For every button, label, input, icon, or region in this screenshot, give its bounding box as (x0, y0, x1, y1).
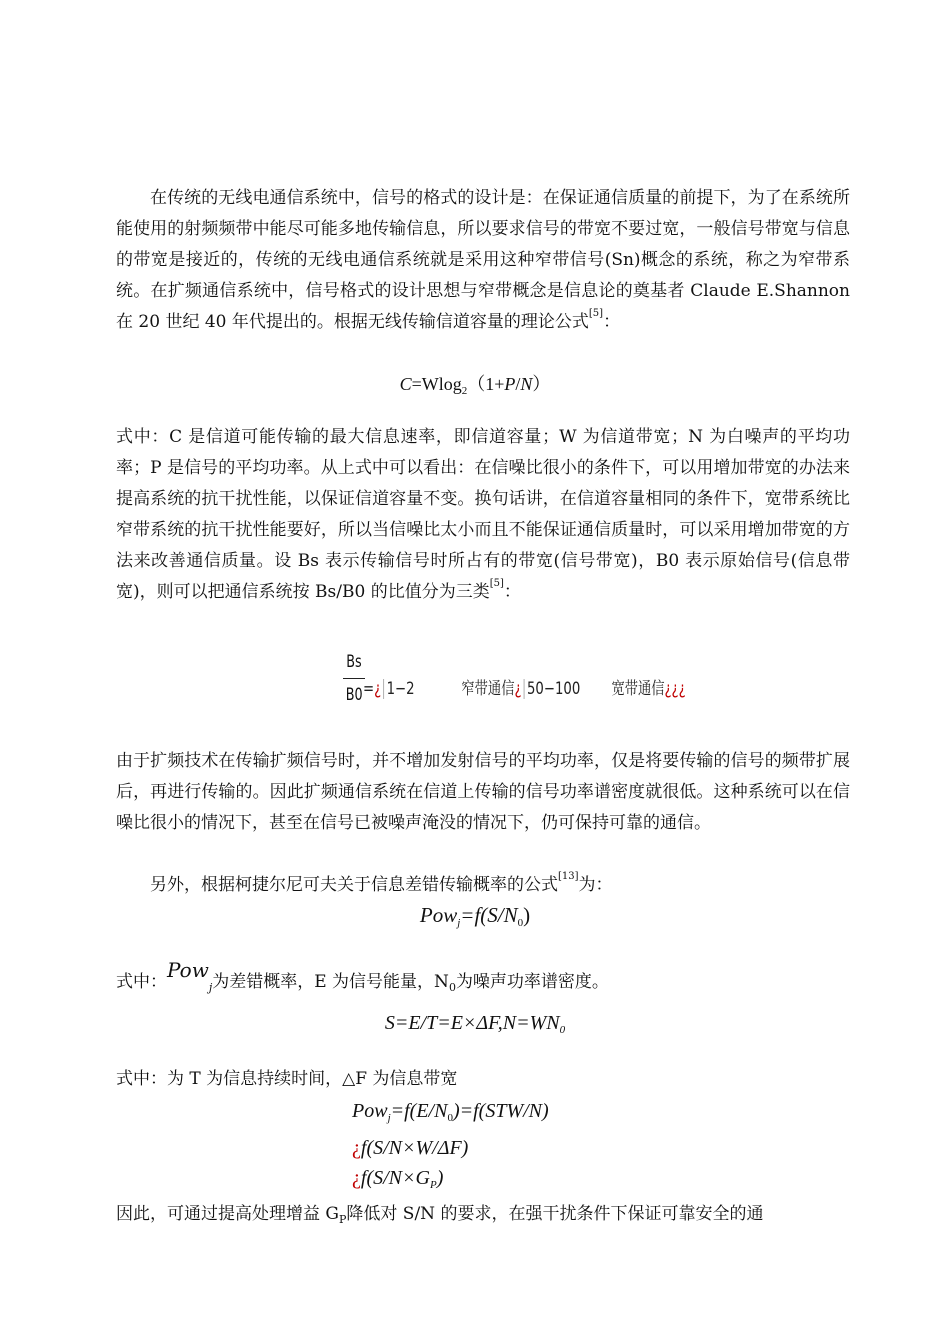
eq-subscript: j (387, 1112, 391, 1124)
eq-term: f(S/N×G (360, 1167, 430, 1189)
paragraph-tail: 为噪声功率谱密度。 (455, 972, 609, 992)
paragraph-tail: ： (603, 312, 621, 332)
paragraph-text: 在传统的无线电通信系统中，信号的格式的设计是：在保证通信质量的前提下，为了在系统所能使用的射频频带中能尽可能多地传输信息，所以要求信号的带宽不要过宽，一般信号带宽与信息的带宽是接近的，传统的无线电通信系统就是采用这种窄带信号(Sn)概念的系统，称之为窄带系统。在扩频通信系统中，信号格式的设计思想与窄带概念是信息论的奠基者 Claude E.Shannon 在 20 世纪 40 年代提出的。根据无线传输信道容量的理论公式 (116, 188, 850, 332)
derivation-line-3 (352, 1163, 549, 1200)
label-wideband: 宽带通信 (611, 679, 665, 699)
paragraph-text: 另外，根据柯捷尔尼可夫关于信息差错传输概率的公式 (150, 875, 558, 895)
eq-subscript: 0 (517, 917, 524, 929)
inline-subscript: 0 (448, 981, 456, 994)
unrendered-glyph: ¿¿¿ (664, 679, 686, 699)
paragraph-tail: ： (503, 582, 521, 602)
paragraph-variable-definitions (116, 958, 850, 1003)
eq-term: Pow (419, 903, 458, 927)
citation-ref: [13] (558, 871, 579, 882)
unrendered-glyph: ¿ (374, 679, 382, 699)
eq-term: ） (532, 374, 551, 394)
fraction-numerator: Bs (346, 652, 362, 672)
range-narrowband: 1−2 (386, 679, 415, 699)
range-wideband: 50−100 (526, 679, 581, 699)
paragraph-capacity-explanation (116, 422, 850, 608)
eq-term: =f(E/N (390, 1100, 448, 1122)
citation-ref: [5] (489, 578, 504, 589)
paragraph-text: 式中：C 是信道可能传输的最大信息速率，即信道容量；W 为信道带宽；N 为白噪声的平均功率；P 是信号的平均功率。从上式中可以看出：在信噪比很小的条件下，可以用增加带宽的办法来提高系统的抗干扰性能，以保证信道容量不变。换句话讲，在信道容量相同的条件下，宽带系统比窄带系统的抗干扰性能要好，所以当信噪比太小而且不能保证通信质量时，可以采用增加带宽的方法来改善通信质量。设 Bs 表示传输信号时所占有的带宽(信号带宽)，B0 表示原始信号(信息带宽)，则可以把通信系统按 Bs/B0 的比值分为三类 (116, 427, 850, 602)
unrendered-glyph: ¿ (514, 679, 522, 699)
inline-subscript: P (338, 1213, 347, 1226)
eq-term: Pow (352, 1100, 388, 1122)
eq-operator: = (363, 679, 375, 699)
brace-line (524, 679, 525, 699)
paragraph-tail: 降低对 S/N 的要求，在强干扰条件下保证可靠安全的通 (346, 1204, 764, 1224)
citation-ref: [5] (588, 308, 604, 319)
eq-term: )=f(STW/N) (452, 1100, 549, 1122)
fraction (343, 650, 365, 707)
paragraph-shannon-intro (116, 183, 850, 338)
derivation-line-1 (352, 1096, 549, 1133)
eq-subscript: 0 (559, 1024, 566, 1036)
paragraph-text: 因此，可通过提高处理增益 G (116, 1204, 339, 1224)
eq-term: N (520, 374, 533, 394)
eq-subscript: j (457, 917, 461, 929)
paragraph-spread-spectrum (116, 746, 850, 839)
unrendered-glyph: ¿ (352, 1137, 361, 1159)
derivation-line-2 (352, 1133, 549, 1163)
paragraph-tail: 为： (578, 875, 613, 895)
eq-term: ) (523, 903, 531, 927)
eq-term: =Wlog (411, 374, 462, 394)
fraction-bar (343, 678, 365, 679)
eq-term: P (504, 374, 516, 394)
eq-subscript: 2 (461, 385, 468, 397)
eq-term: =f(S/N (460, 903, 518, 927)
processing-gain-derivation (352, 1096, 549, 1200)
eq-term: S=E/T=E×ΔF,N=WN (384, 1012, 560, 1034)
eq-term: ) (436, 1167, 444, 1189)
paragraph-conclusion (116, 1199, 850, 1235)
paragraph-text: 为差错概率，E 为信号能量，N (212, 972, 449, 992)
signal-noise-formula (0, 1012, 950, 1036)
brace-line (383, 679, 384, 699)
eq-subscript: P (429, 1179, 437, 1191)
inline-subscript: j (208, 981, 213, 994)
eq-term: （1+ (467, 374, 505, 394)
inline-math: Pow (167, 958, 209, 982)
fraction-denominator: B0 (345, 685, 363, 705)
eq-term: C (399, 374, 412, 394)
paragraph-text: 式中：为 T 为信息持续时间，△F 为信息带宽 (116, 1069, 458, 1089)
bandwidth-ratio-formula (343, 650, 686, 730)
paragraph-kotelnikov (116, 870, 850, 901)
paragraph-time-bandwidth (116, 1064, 850, 1095)
unrendered-glyph: ¿ (352, 1167, 361, 1189)
label-narrowband: 窄带通信 (461, 679, 515, 699)
eq-term: f(S/N×W/ΔF) (360, 1137, 469, 1159)
error-probability-formula (0, 903, 950, 929)
eq-term: / (515, 374, 521, 394)
shannon-capacity-formula (0, 370, 950, 397)
paragraph-text: 式中： (116, 972, 167, 992)
eq-subscript: 0 (447, 1112, 453, 1124)
paragraph-text: 由于扩频技术在传输扩频信号时，并不增加发射信号的平均功率，仅是将要传输的信号的频带扩展后，再进行传输的。因此扩频通信系统在信道上传输的信号功率谱密度就很低。这种系统可以在信噪比很小的情况下，甚至在信号已被噪声淹没的情况下，仍可保持可靠的通信。 (116, 751, 850, 833)
ratio-conditions (363, 674, 686, 699)
